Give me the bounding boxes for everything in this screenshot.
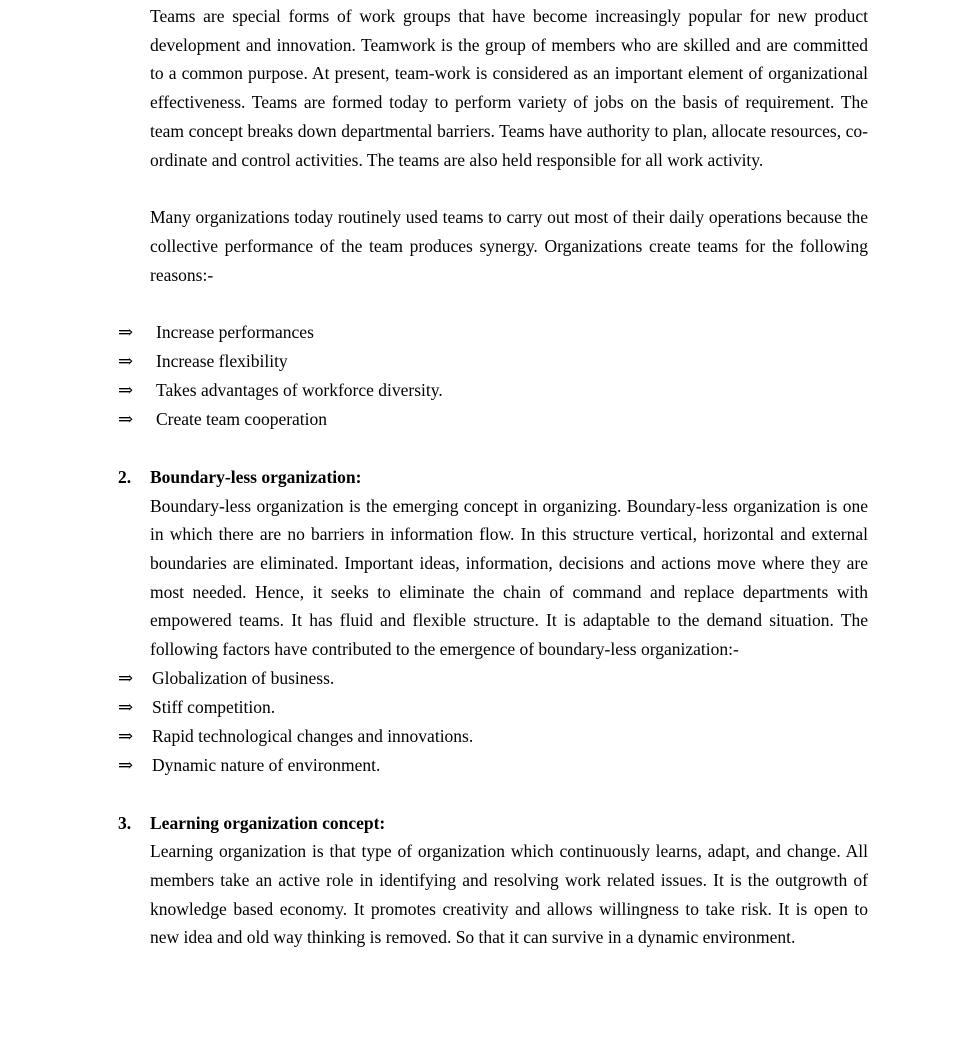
- list-item: [118, 722, 868, 751]
- bullet-label: Create team cooperation: [156, 409, 328, 430]
- intro-bullet-list: [118, 318, 868, 434]
- bullet-label: Takes advantages of workforce diversity.: [156, 380, 443, 401]
- list-item: [118, 318, 868, 347]
- bullet-label: Rapid technological changes and innovations.: [152, 725, 474, 746]
- section-body-learning-organization: Learning organization is that type of organization which continuously learns, adapt, and change. All members take an active role in identifying and resolving work related issues. It is the outgrowth of knowledge based economy. It promotes creativity and allows willingness to take risk. It is open to new idea and old way thinking is removed. So that it can survive in a dynamic environment.: [150, 841, 868, 948]
- section-title: Learning organization concept:: [150, 812, 386, 833]
- boundary-less-bullet-list: [118, 664, 868, 780]
- arrow-bullet-icon: ⇒: [118, 351, 134, 372]
- section-title: Boundary-less organization:: [150, 466, 362, 487]
- arrow-bullet-icon: ⇒: [118, 322, 134, 343]
- bullet-label: Dynamic nature of environment.: [152, 754, 381, 775]
- bullet-label: Stiff competition.: [152, 696, 276, 717]
- arrow-bullet-icon: ⇒: [118, 725, 134, 746]
- bullet-label: Globalization of business.: [152, 667, 335, 688]
- bullet-label: Increase performances: [156, 322, 314, 343]
- intro-paragraph-2: Many organizations today routinely used teams to carry out most of their daily operations because the collective performance of the team produces synergy. Organizations create teams for the following reasons:-: [150, 207, 868, 285]
- list-item: [118, 376, 868, 405]
- list-item: [118, 347, 868, 376]
- section-number: 3.: [118, 812, 132, 833]
- intro-paragraph-1: Teams are special forms of work groups that have become increasingly popular for new product development and innovation. Teamwork is the group of members who are skilled and are committed to a common purpose. At present, team-work is considered as an important element of organizational effectiveness. Teams are formed today to perform variety of jobs on the basis of requirement. The team concept breaks down departmental barriers. Teams have authority to plan, allocate resources, co-ordinate and control activities. The teams are also held responsible for all work activity.: [150, 6, 868, 170]
- section-heading-learning-organization: [118, 809, 868, 838]
- arrow-bullet-icon: ⇒: [118, 696, 134, 717]
- arrow-bullet-icon: ⇒: [118, 754, 134, 775]
- section-body-boundary-less: Boundary-less organization is the emerging concept in organizing. Boundary-less organization is one in which there are no barriers in information flow. In this structure vertical, horizontal and external boundaries are eliminated. Important ideas, information, decisions and actions move where they are most needed. Hence, it seeks to eliminate the chain of command and replace departments with empowered teams. It has fluid and flexible structure. It is adaptable to the demand situation. The following factors have contributed to the emergence of boundary-less organization:-: [150, 495, 868, 660]
- arrow-bullet-icon: ⇒: [118, 409, 134, 430]
- list-item: [118, 693, 868, 722]
- list-item: [118, 751, 868, 780]
- section-number: 2.: [118, 466, 132, 487]
- list-item: [118, 405, 868, 434]
- bullet-label: Increase flexibility: [156, 351, 288, 372]
- section-heading-boundary-less: [118, 463, 868, 492]
- arrow-bullet-icon: ⇒: [118, 380, 134, 401]
- arrow-bullet-icon: ⇒: [118, 667, 134, 688]
- list-item: [118, 664, 868, 693]
